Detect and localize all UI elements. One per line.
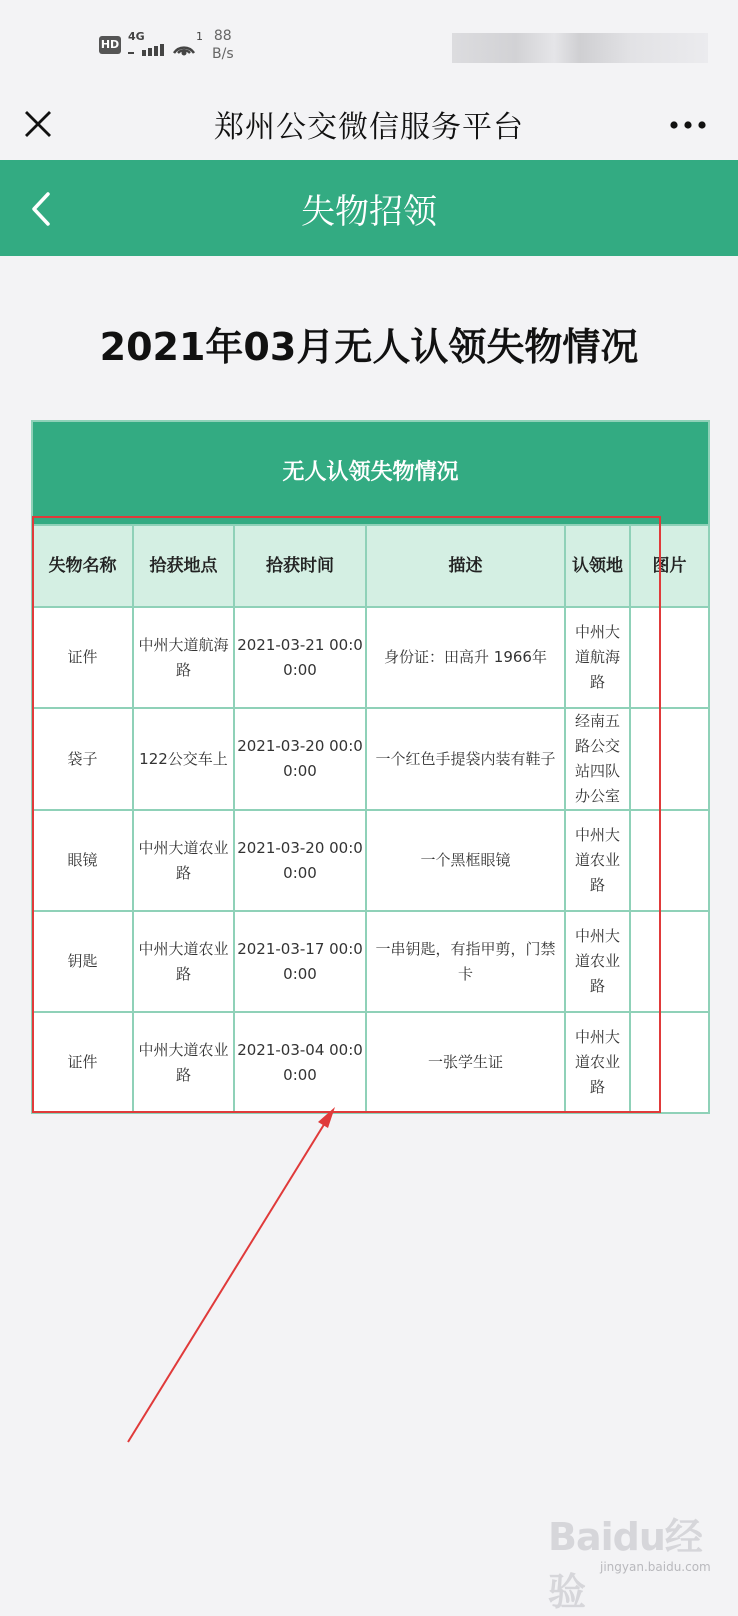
cell-description: 一张学生证 bbox=[366, 1012, 565, 1112]
cell-item-name: 袋子 bbox=[33, 708, 133, 810]
cell-found-location: 中州大道农业路 bbox=[133, 810, 234, 911]
table-header-row bbox=[33, 525, 708, 607]
cell-claim-location: 经南五路公交站四队办公室 bbox=[565, 708, 630, 810]
cell-description: 身份证：田高升 1966年 bbox=[366, 607, 565, 708]
app-header bbox=[0, 90, 738, 160]
cell-claim-location: 中州大道航海路 bbox=[565, 607, 630, 708]
cell-found-time: 2021-03-17 00:00:00 bbox=[234, 911, 366, 1012]
nav-title: 失物招领 bbox=[301, 192, 437, 232]
speed-unit: B/s bbox=[212, 46, 234, 62]
cell-description: 一串钥匙，有指甲剪，门禁卡 bbox=[366, 911, 565, 1012]
cell-claim-location: 中州大道农业路 bbox=[565, 911, 630, 1012]
lost-items-table bbox=[31, 420, 710, 1114]
nav-bar bbox=[0, 160, 738, 256]
cell-found-location: 中州大道航海路 bbox=[133, 607, 234, 708]
table-row[interactable] bbox=[33, 810, 708, 911]
table-row[interactable] bbox=[33, 1012, 708, 1112]
cell-found-location: 中州大道农业路 bbox=[133, 911, 234, 1012]
watermark-url: jingyan.baidu.com bbox=[600, 1560, 711, 1574]
cell-image bbox=[630, 911, 708, 1012]
table-row[interactable] bbox=[33, 911, 708, 1012]
cell-claim-location: 中州大道农业路 bbox=[565, 810, 630, 911]
cell-description: 一个红色手提袋内装有鞋子 bbox=[366, 708, 565, 810]
cell-item-name: 眼镜 bbox=[33, 810, 133, 911]
app-title: 郑州公交微信服务平台 bbox=[214, 110, 524, 145]
speed-value: 88 bbox=[213, 28, 232, 44]
page-title: 2021年03月无人认领失物情况 bbox=[99, 325, 639, 369]
lost-items-grid bbox=[33, 524, 708, 1112]
column-header-item-name: 失物名称 bbox=[33, 525, 133, 607]
column-header-found-time: 拾获时间 bbox=[234, 525, 366, 607]
cell-found-time: 2021-03-21 00:00:00 bbox=[234, 607, 366, 708]
cell-claim-location: 中州大道农业路 bbox=[565, 1012, 630, 1112]
hotspot-count: 1 bbox=[196, 30, 203, 43]
baidu-watermark: Baidu经验 bbox=[548, 1515, 702, 1614]
blurred-status-area bbox=[452, 33, 708, 63]
cell-description: 一个黑框眼镜 bbox=[366, 810, 565, 911]
column-header-claim-location: 认领地 bbox=[565, 525, 630, 607]
table-row[interactable] bbox=[33, 708, 708, 810]
column-header-found-location: 拾获地点 bbox=[133, 525, 234, 607]
column-header-description: 描述 bbox=[366, 525, 565, 607]
cell-image bbox=[630, 607, 708, 708]
cell-found-time: 2021-03-04 00:00:00 bbox=[234, 1012, 366, 1112]
cell-found-time: 2021-03-20 00:00:00 bbox=[234, 708, 366, 810]
network-type-label: 4G bbox=[128, 30, 145, 43]
cell-image bbox=[630, 810, 708, 911]
signal-icon bbox=[128, 44, 164, 56]
cell-item-name: 证件 bbox=[33, 607, 133, 708]
cell-found-location: 中州大道农业路 bbox=[133, 1012, 234, 1112]
network-speed bbox=[212, 27, 234, 63]
table-row[interactable] bbox=[33, 607, 708, 708]
status-bar bbox=[0, 0, 738, 90]
more-icon[interactable] bbox=[666, 110, 710, 140]
cell-image bbox=[630, 708, 708, 810]
cell-found-location: 122公交车上 bbox=[133, 708, 234, 810]
cell-item-name: 钥匙 bbox=[33, 911, 133, 1012]
hd-badge: HD bbox=[99, 36, 121, 54]
cell-item-name: 证件 bbox=[33, 1012, 133, 1112]
column-header-image: 图片 bbox=[630, 525, 708, 607]
table-caption: 无人认领失物情况 bbox=[33, 422, 708, 524]
cell-found-time: 2021-03-20 00:00:00 bbox=[234, 810, 366, 911]
cell-image bbox=[630, 1012, 708, 1112]
